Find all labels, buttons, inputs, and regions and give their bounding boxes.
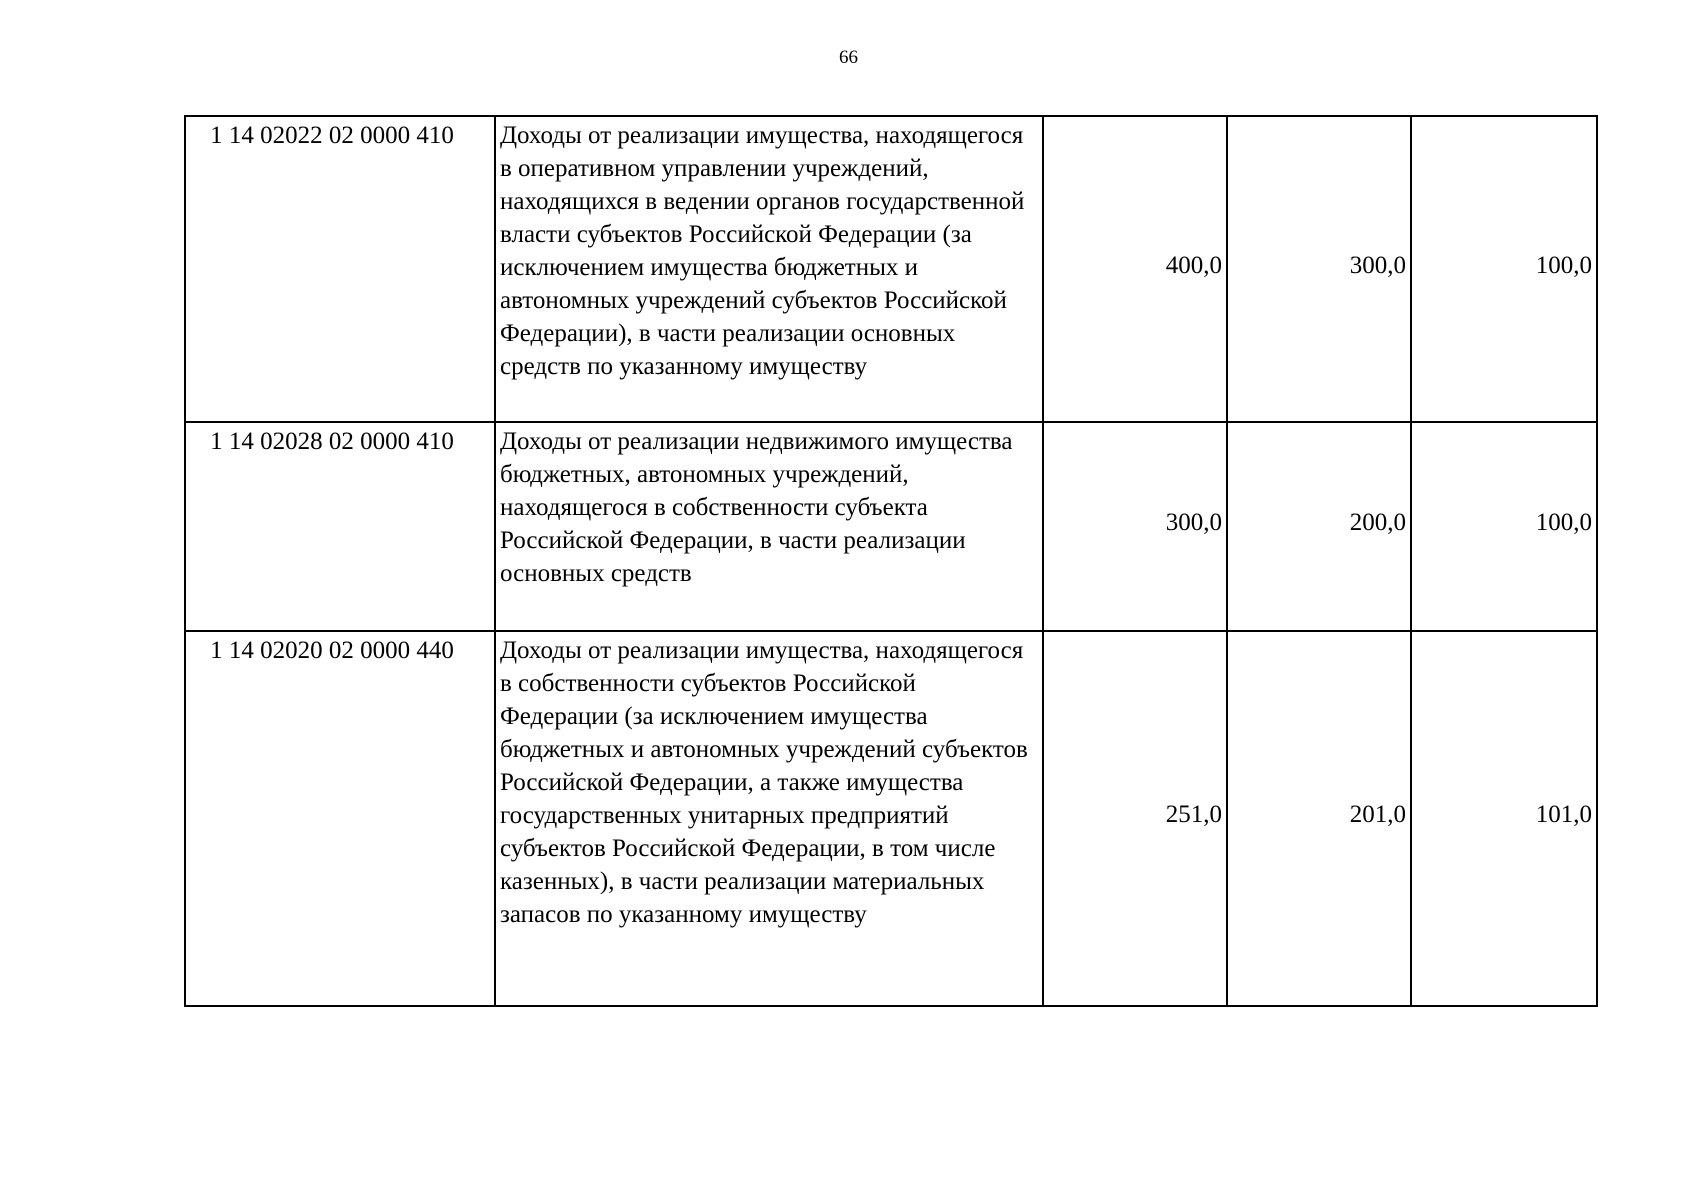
value-1: 300,0 xyxy=(1165,509,1222,536)
value-3-cell xyxy=(1411,116,1597,422)
value-3: 100,0 xyxy=(1535,509,1592,536)
description-cell: Доходы от реализации имущества, находящегося в собственности субъектов Российской Федерации (за исключением имущества бюджетных и автономных учреждений субъектов Российской Федерации, а также имущества государственных унитарных предприятий субъектов Российской Федерации, в том числе казенных), в части реализации материальных запасов по указанному имуществу xyxy=(495,631,1043,1006)
value-1-cell xyxy=(1043,422,1227,631)
table-row xyxy=(185,116,1597,422)
value-2-cell xyxy=(1227,631,1411,1006)
table-row xyxy=(185,631,1597,1006)
value-2-cell xyxy=(1227,422,1411,631)
value-2: 300,0 xyxy=(1349,251,1406,279)
value-3: 101,0 xyxy=(1535,801,1592,828)
value-3-cell xyxy=(1411,422,1597,631)
table-row xyxy=(185,422,1597,631)
value-3: 100,0 xyxy=(1535,251,1592,279)
value-2-cell xyxy=(1227,116,1411,422)
budget-code-cell: 1 14 02022 02 0000 410 xyxy=(185,116,495,422)
page-number: 66 xyxy=(839,47,858,68)
value-1: 400,0 xyxy=(1165,251,1222,279)
budget-code-cell: 1 14 02020 02 0000 440 xyxy=(185,631,495,1006)
value-1-cell xyxy=(1043,631,1227,1006)
value-2: 200,0 xyxy=(1349,509,1406,536)
value-3-cell xyxy=(1411,631,1597,1006)
value-1: 251,0 xyxy=(1165,801,1222,828)
revenue-table xyxy=(184,115,1598,1007)
budget-code-cell: 1 14 02028 02 0000 410 xyxy=(185,422,495,631)
description-cell: Доходы от реализации имущества, находящегося в оперативном управлении учреждений, находящихся в ведении органов государственной власти субъектов Российской Федерации (за исключением имущества бюджетных и автономных учреждений субъектов Российской Федерации), в части реализации основных средств по указанному имуществу xyxy=(495,116,1043,422)
value-2: 201,0 xyxy=(1349,801,1406,828)
description-cell: Доходы от реализации недвижимого имущества бюджетных, автономных учреждений, находящегося в собственности субъекта Российской Федерации, в части реализации основных средств xyxy=(495,422,1043,631)
value-1-cell xyxy=(1043,116,1227,422)
